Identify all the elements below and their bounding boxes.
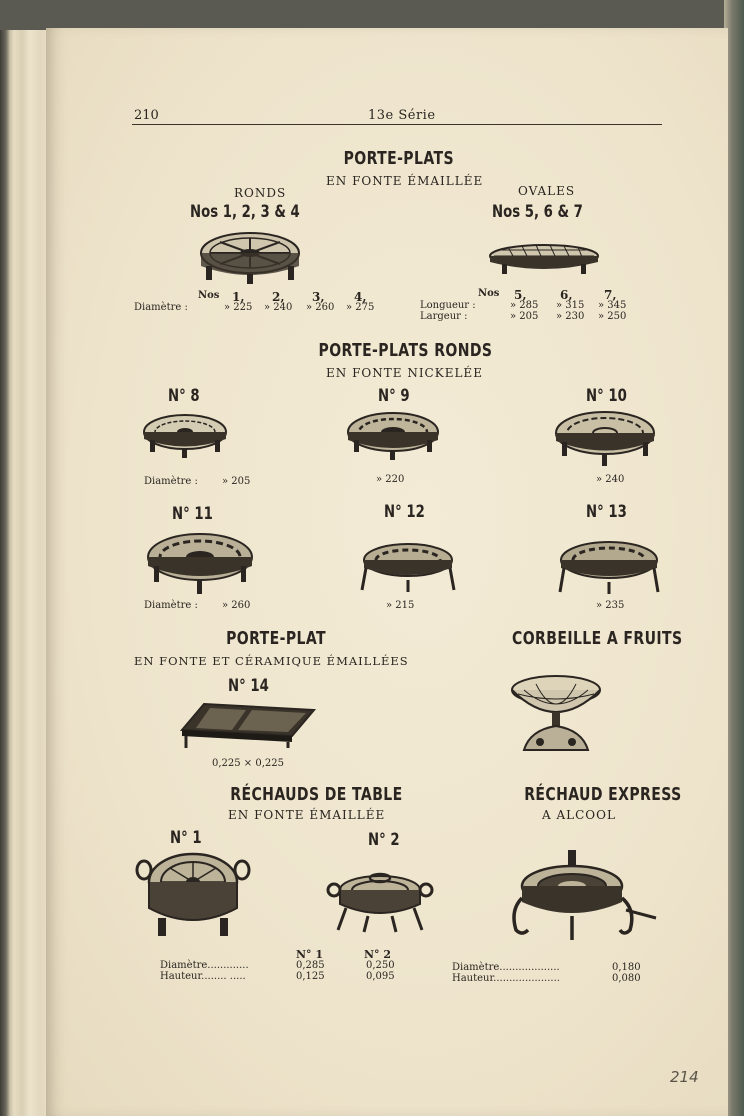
section-subtitle-alcool: A ALCOOL [542,808,616,822]
ovales-wid-5: » 205 [510,311,539,322]
ovales-len-6: » 315 [556,300,585,311]
section-title-rechaud-express: RÉCHAUD EXPRESS [524,784,682,805]
trivet-13-diam: » 235 [596,600,625,611]
ceramic-trivet-size: 0,225 × 0,225 [212,758,284,769]
rechaud-diam-label: Diamètre............. [160,960,249,971]
trivet-12-diam: » 215 [386,600,415,611]
ovales-nos-label: Nos [478,288,500,299]
rechaud-1-haut: 0,125 [296,971,325,982]
illustration-trivet-13 [558,538,660,596]
express-haut-label: Hauteur..................... [452,973,560,984]
illustration-fruit-basket [510,674,606,754]
ovales-len-7: » 345 [598,300,627,311]
section-subtitle-fonte-nickelee: EN FONTE NICKELÉE [326,366,483,380]
ronds-nos-label: Nos [198,290,220,301]
rechaud-col-2: N° 2 [364,948,392,961]
express-haut-value: 0,080 [612,973,641,984]
ovales-len-label: Longueur : [420,300,476,311]
section-subtitle-fonte-ceramique: EN FONTE ET CÉRAMIQUE ÉMAILLÉES [134,654,409,668]
series-title: 13e Série [368,108,436,123]
illustration-round-trivet [198,228,302,286]
ronds-diam-label: Diamètre : [134,302,188,313]
section-title-rechauds-de-table: RÉCHAUDS DE TABLE [230,784,403,805]
item-no-8: N° 8 [168,386,200,406]
ronds-col-2: 2, [272,290,285,304]
item-no-14: N° 14 [228,676,269,696]
section-title-porte-plats-ronds: PORTE-PLATS RONDS [318,340,493,361]
ronds-col-4: 4, [354,290,367,304]
item-no-13: N° 13 [586,502,627,522]
rechaud-2-haut: 0,095 [366,971,395,982]
trivet-8-diam: » 205 [222,476,251,487]
illustration-trivet-11 [146,530,254,596]
rechaud-no-1: N° 1 [170,828,202,848]
item-no-10: N° 10 [586,386,627,406]
rechaud-haut-label: Hauteur........ ..... [160,971,246,982]
illustration-trivet-9 [346,410,440,464]
trivet-9-diam: » 220 [376,474,405,485]
numbers-ovales: Nos 5, 6 & 7 [492,202,583,222]
row1-diam-label: Diamètre : [144,476,198,487]
rechaud-1-diam: 0,285 [296,960,325,971]
handwritten-folio-number: 214 [670,1068,699,1086]
label-ronds: RONDS [234,186,287,200]
page-number: 210 [134,108,159,123]
ovales-len-5: » 285 [510,300,539,311]
ovales-wid-label: Largeur : [420,311,468,322]
section-subtitle-fonte-emaillee: EN FONTE ÉMAILLÉE [326,174,484,188]
trivet-11-diam: » 260 [222,600,251,611]
illustration-table-warmer-2 [328,868,432,936]
trivet-10-diam: » 240 [596,474,625,485]
ronds-diam-4: » 275 [346,302,375,313]
rechaud-2-diam: 0,250 [366,960,395,971]
illustration-oval-trivet [488,242,600,276]
rechaud-col-1: N° 1 [296,948,324,961]
ovales-col-5: 5, [514,288,527,302]
item-no-9: N° 9 [378,386,410,406]
illustration-trivet-12 [360,540,456,594]
catalog-page [46,28,728,1116]
express-diam-label: Diamètre................... [452,962,560,973]
section-title-corbeille: CORBEILLE A FRUITS [512,628,683,649]
ronds-col-3: 3, [312,290,325,304]
illustration-ceramic-trivet-14 [180,702,316,750]
numbers-ronds: Nos 1, 2, 3 & 4 [190,202,300,222]
row2-diam-label: Diamètre : [144,600,198,611]
ronds-diam-1: » 225 [224,302,253,313]
ovales-wid-6: » 230 [556,311,585,322]
illustration-trivet-10 [554,408,656,468]
rechaud-no-2: N° 2 [368,830,400,850]
label-ovales: OVALES [518,184,576,198]
section-title-porte-plat: PORTE-PLAT [226,628,326,649]
ovales-col-7: 7, [604,288,617,302]
ronds-diam-3: » 260 [306,302,335,313]
illustration-trivet-8 [142,412,228,462]
item-no-12: N° 12 [384,502,425,522]
illustration-express-warmer [508,850,658,944]
ovales-col-6: 6, [560,288,573,302]
item-no-11: N° 11 [172,504,213,524]
express-diam-value: 0,180 [612,962,641,973]
section-title-porte-plats: PORTE-PLATS [343,148,454,169]
illustration-table-warmer-1 [138,848,248,940]
header-rule [132,124,662,125]
section-subtitle-rechauds: EN FONTE ÉMAILLÉE [228,808,386,822]
ovales-wid-7: » 250 [598,311,627,322]
ronds-col-1: 1, [232,290,245,304]
ronds-diam-2: » 240 [264,302,293,313]
